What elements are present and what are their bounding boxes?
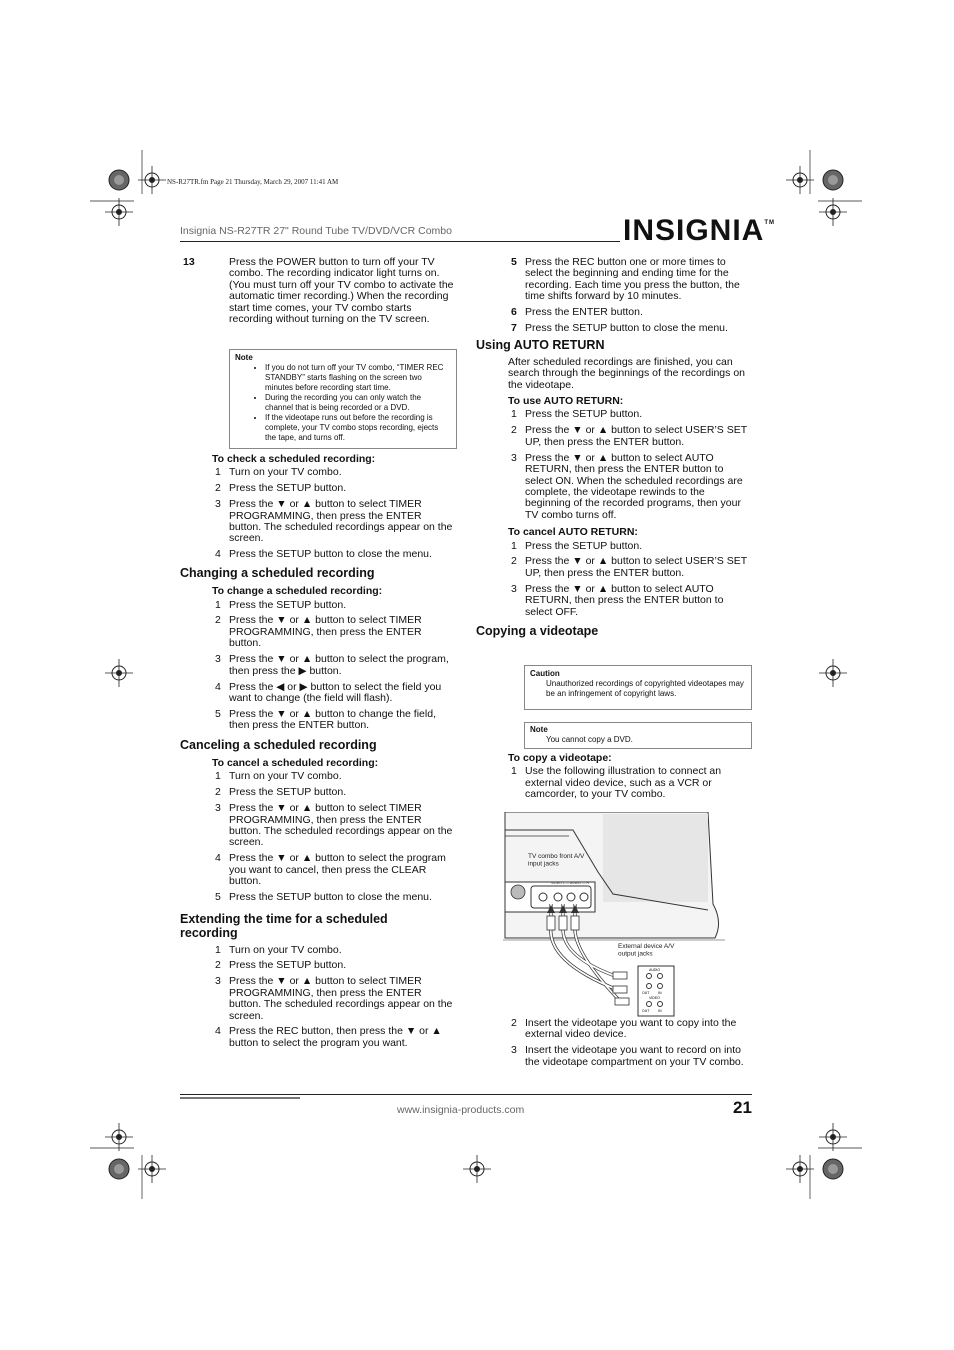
speaker-grille bbox=[603, 814, 708, 902]
jack-in-label-2: IN bbox=[658, 1009, 662, 1013]
caution-box bbox=[524, 665, 752, 710]
header-title: Insignia NS-R27TR 27" Round Tube TV/DVD/VCR Combo bbox=[180, 225, 452, 237]
jack-audio-label: AUDIO bbox=[649, 968, 661, 972]
step-item bbox=[180, 682, 456, 705]
footer-rule bbox=[180, 1094, 752, 1095]
step-item bbox=[476, 425, 752, 448]
step-item bbox=[476, 1018, 752, 1041]
step-text: Press the SETUP button. bbox=[525, 408, 643, 421]
step-number: 3 bbox=[215, 498, 221, 511]
step-text: Insert the videotape you want to record on into the videotape compartment on your TV combo. bbox=[525, 1044, 744, 1068]
step-number: 5 bbox=[215, 891, 221, 904]
check-steps bbox=[180, 467, 456, 560]
note-item: • If the videotape runs out before the recording is complete, your TV combo stops recording, ejects the tape, and turns off. bbox=[265, 413, 451, 443]
file-slug: NS-R27TR.fm Page 21 Thursday, March 29, 2007 11:41 AM bbox=[167, 178, 339, 186]
footer-rule-accent bbox=[180, 1097, 300, 1099]
step-item bbox=[180, 467, 456, 478]
av-connection-diagram bbox=[503, 812, 725, 1018]
copy-note-label: Note bbox=[530, 725, 548, 734]
step-item bbox=[180, 960, 456, 971]
continued-steps bbox=[476, 257, 752, 334]
step-item bbox=[180, 853, 456, 887]
step-text: Press the SETUP button to close the menu. bbox=[525, 322, 728, 335]
step-text: Press the ▼ or ▲ button to select TIMER PROGRAMMING, then press the ENTER button. The scheduled recordings appear on the screen. bbox=[229, 498, 453, 545]
panel-text: VIDEO L — AUDIO — R bbox=[551, 881, 589, 885]
external-jacks-label bbox=[618, 943, 676, 958]
jack-in-label: IN bbox=[658, 991, 662, 995]
cancel-title: Canceling a scheduled recording bbox=[180, 737, 377, 752]
step-number: 2 bbox=[215, 786, 221, 799]
step-item bbox=[180, 1026, 456, 1049]
step-item bbox=[180, 976, 456, 1022]
step-text: Turn on your TV combo. bbox=[229, 466, 342, 479]
use-auto-return-steps bbox=[476, 409, 752, 521]
step-number: 2 bbox=[215, 614, 221, 627]
step-text: Press the ▼ or ▲ button to select TIMER PROGRAMMING, then press the ENTER button. The scheduled recordings appear on the screen. bbox=[229, 802, 453, 849]
step-number: 1 bbox=[511, 539, 517, 552]
step-item bbox=[476, 307, 752, 318]
step-number: 2 bbox=[511, 1017, 517, 1029]
external-jacks-label-line: output jacks bbox=[618, 950, 653, 958]
step-text: Press the SETUP button. bbox=[229, 959, 347, 972]
step-item bbox=[476, 556, 752, 579]
step-text: Press the ▼ or ▲ button to select TIMER PROGRAMMING, then press the ENTER button. The scheduled recordings appear on the screen. bbox=[229, 975, 453, 1022]
step-item bbox=[476, 323, 752, 334]
step-text: Press the ▼ or ▲ button to select TIMER PROGRAMMING, then press the ENTER button. bbox=[229, 614, 422, 650]
step-item bbox=[180, 771, 456, 782]
copy-steps-lower bbox=[476, 1018, 752, 1073]
step-number: 7 bbox=[511, 322, 517, 335]
step-number: 3 bbox=[215, 975, 221, 988]
step-number: 2 bbox=[511, 424, 517, 437]
step-number: 3 bbox=[511, 451, 517, 464]
jack-out-label: OUT bbox=[642, 991, 650, 995]
note-label: Note bbox=[235, 353, 253, 362]
step-item bbox=[180, 803, 456, 849]
step-item bbox=[180, 615, 456, 649]
step-number: 1 bbox=[511, 408, 517, 421]
step-number: 4 bbox=[215, 680, 221, 693]
jack-out-label-2: OUT bbox=[642, 1009, 650, 1013]
page-number: 21 bbox=[733, 1098, 752, 1117]
note-box bbox=[229, 349, 457, 449]
cancel-auto-return-steps bbox=[476, 541, 752, 618]
cancel-heading: To cancel a scheduled recording: bbox=[212, 757, 379, 770]
step-item bbox=[180, 945, 456, 956]
step-item bbox=[180, 549, 456, 560]
step-number: 3 bbox=[215, 802, 221, 815]
step-text: Press the SETUP button. bbox=[229, 482, 347, 495]
change-title: Changing a scheduled recording bbox=[180, 565, 375, 580]
step-number: 6 bbox=[511, 306, 517, 319]
step-number: 3 bbox=[511, 582, 517, 595]
copy-section bbox=[476, 753, 752, 805]
auto-return-intro: After scheduled recordings are finished, you can search through the beginnings of the recordings on the videotape. bbox=[508, 355, 745, 391]
change-heading: To change a scheduled recording: bbox=[212, 585, 383, 598]
copy-step-1 bbox=[476, 766, 752, 800]
step-text: Turn on your TV combo. bbox=[229, 943, 342, 956]
step-number: 5 bbox=[511, 256, 517, 268]
cancel-steps bbox=[180, 771, 456, 903]
auto-return-title: Using AUTO RETURN bbox=[476, 338, 605, 353]
right-column bbox=[476, 257, 752, 637]
step-number: 2 bbox=[511, 555, 517, 568]
check-heading: To check a scheduled recording: bbox=[212, 453, 376, 465]
step-number: 1 bbox=[215, 770, 221, 783]
step-text: Press the ▼ or ▲ button to select USER’S SET UP, then press the ENTER button. bbox=[525, 555, 747, 579]
step-item bbox=[180, 600, 456, 611]
step-item bbox=[180, 654, 456, 677]
copying-title: Copying a videotape bbox=[476, 623, 599, 638]
jack-video-label: VIDEO bbox=[649, 996, 660, 1000]
step-item bbox=[476, 1045, 752, 1068]
change-steps bbox=[180, 600, 456, 732]
step-number: 4 bbox=[215, 852, 221, 865]
tv-jacks-label-line: input jacks bbox=[528, 860, 559, 868]
step-text: Press the SETUP button. bbox=[229, 786, 347, 799]
step-item bbox=[180, 483, 456, 494]
header-rule bbox=[180, 241, 620, 242]
step-number: 2 bbox=[215, 959, 221, 972]
caution-label: Caution bbox=[530, 669, 560, 678]
step-item bbox=[476, 584, 752, 618]
extend-steps bbox=[180, 945, 456, 1050]
step-item bbox=[180, 892, 456, 903]
step-number: 2 bbox=[215, 482, 221, 495]
step-item bbox=[180, 787, 456, 798]
step-number: 3 bbox=[215, 653, 221, 666]
step-item bbox=[476, 409, 752, 420]
left-column-lower bbox=[180, 454, 456, 1054]
copy-steps bbox=[476, 1018, 752, 1068]
step-item bbox=[476, 257, 752, 303]
step-text: Turn on your TV combo. bbox=[229, 770, 342, 783]
step-text: Press the ▼ or ▲ button to select the program you want to cancel, then press the CLEAR button. bbox=[229, 852, 446, 888]
note-list bbox=[235, 363, 451, 443]
step-number: 5 bbox=[215, 707, 221, 720]
step-number: 1 bbox=[215, 598, 221, 611]
step-text: Press the ▼ or ▲ button to select USER’S SET UP, then press the ENTER button. bbox=[525, 424, 747, 448]
note-item: • If you do not turn off your TV combo, “TIMER REC STANDBY” starts flashing on the screen two minutes before recording start time. bbox=[265, 363, 451, 393]
external-jacks-label-line: External device A/V bbox=[618, 943, 675, 950]
insignia-logo: INSIGNIA™ bbox=[623, 214, 776, 247]
step-item bbox=[180, 499, 456, 545]
step-text: Press the REC button one or more times to select the beginning and ending time for the recording. Each time you press the button, the time shifts forward by 10 minutes. bbox=[525, 256, 740, 303]
step-text: Press the ◀ or ▶ button to select the field you want to change (the field will flash). bbox=[229, 680, 442, 704]
step-text: Press the SETUP button. bbox=[525, 539, 643, 552]
step-text: Press the ENTER button. bbox=[525, 306, 643, 319]
left-column bbox=[180, 257, 456, 330]
step-text: Insert the videotape you want to copy into the external video device. bbox=[525, 1017, 737, 1041]
step-text: Press the SETUP button to close the menu. bbox=[229, 891, 432, 904]
step-number: 3 bbox=[511, 1044, 517, 1057]
step-text: Press the SETUP button. bbox=[229, 598, 347, 611]
step-text: Press the REC button, then press the ▼ or ▲ button to select the program you want. bbox=[229, 1025, 442, 1049]
step-text: Press the ▼ or ▲ button to select AUTO RETURN, then press the ENTER button to select ON. When the scheduled recordings are complete, the videotape rewinds to the beginning of the recorded programs, then your TV combo turns off. bbox=[525, 451, 743, 521]
copy-note-box bbox=[524, 722, 752, 749]
step-text: Press the ▼ or ▲ button to change the field, then press the ENTER button. bbox=[229, 707, 436, 732]
step-text: Press the SETUP button to close the menu. bbox=[229, 548, 432, 561]
copy-heading: To copy a videotape: bbox=[508, 752, 612, 764]
step-text: Press the ▼ or ▲ button to select AUTO RETURN, then press the ENTER button to select OFF. bbox=[525, 582, 724, 618]
step-item bbox=[476, 541, 752, 552]
step-number: 1 bbox=[215, 466, 221, 479]
use-auto-return-heading: To use AUTO RETURN: bbox=[508, 395, 624, 408]
note-item: • During the recording you can only watch the channel that is being recorded or a DVD. bbox=[265, 393, 451, 413]
step-text: Press the POWER button to turn off your TV combo. The recording indicator light turns on. (You must turn off your TV combo to activate the automatic timer recording.) When the recording start time comes, your TV combo starts recording without turning on the TV screen. bbox=[229, 256, 454, 326]
cancel-auto-return-heading: To cancel AUTO RETURN: bbox=[508, 526, 638, 539]
step-item bbox=[180, 709, 456, 732]
step-number: 1 bbox=[215, 943, 221, 956]
step-item bbox=[476, 453, 752, 521]
tv-jacks-label-line: TV combo front A/V bbox=[528, 853, 585, 860]
footer-url: www.insignia-products.com bbox=[397, 1104, 525, 1116]
step-number: 4 bbox=[215, 1025, 221, 1038]
step-text: Press the ▼ or ▲ button to select the program, then press the ▶ button. bbox=[229, 653, 449, 677]
caution-text: Unauthorized recordings of copyrighted videotapes may be an infringement of copyright laws. bbox=[546, 679, 744, 698]
step-13: 13 Press the POWER button to turn off your TV combo. The recording indicator light turns on. (You must turn off your TV combo to activate the automatic timer recording.) When the recording start time comes, your TV combo starts recording without turning on the TV screen. bbox=[207, 257, 456, 325]
extend-title: Extending the time for a scheduled recording bbox=[180, 911, 388, 940]
step-number: 1 bbox=[511, 765, 517, 778]
step-number: 4 bbox=[215, 548, 221, 561]
copy-note-text: You cannot copy a DVD. bbox=[546, 735, 633, 744]
step-text: Use the following illustration to connect an external video device, such as a VCR or camcorder, to your TV combo. bbox=[525, 765, 722, 801]
